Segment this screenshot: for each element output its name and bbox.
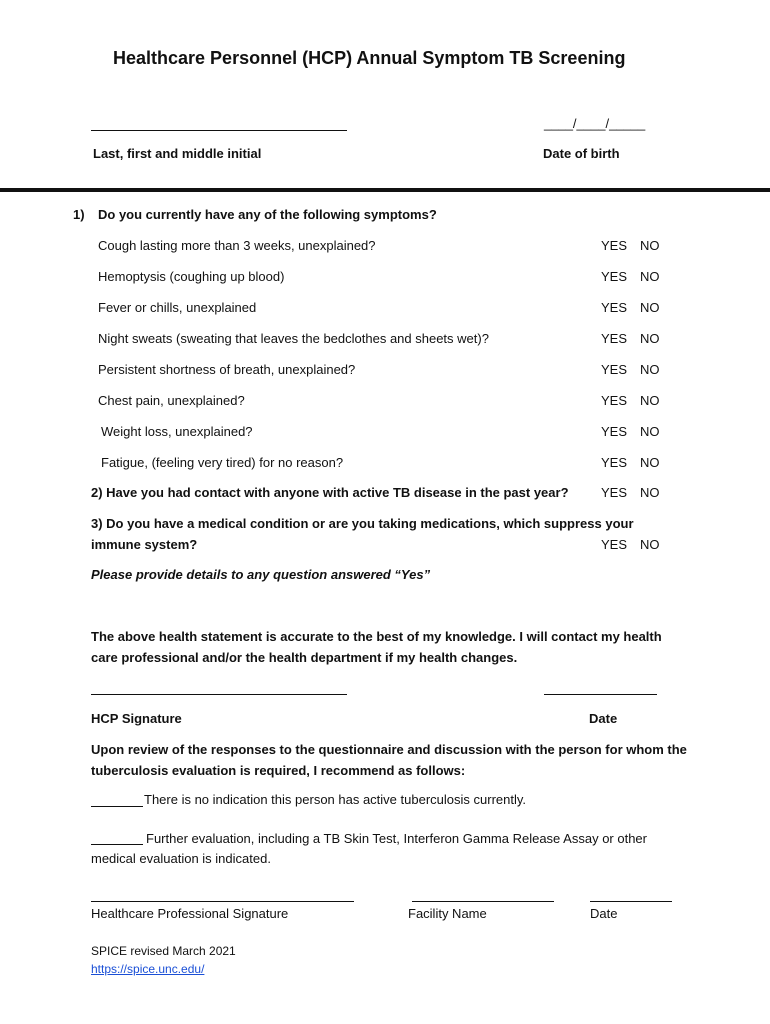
q3-text-line1: 3) Do you have a medical condition or are you taking medications, which suppress your: [91, 516, 634, 531]
symptom-yes-option[interactable]: YES: [601, 393, 628, 408]
symptom-item: Fatigue, (feeling very tired) for no reason?: [101, 455, 344, 470]
symptom-no-option[interactable]: NO: [640, 362, 660, 377]
symptom-no-option[interactable]: NO: [640, 455, 660, 470]
name-label: Last, first and middle initial: [93, 146, 262, 161]
q1-text: Do you currently have any of the following symptoms?: [98, 207, 437, 222]
symptom-item: Weight loss, unexplained?: [101, 424, 253, 439]
option1-blank[interactable]: [91, 806, 143, 807]
symptom-item: Hemoptysis (coughing up blood): [98, 269, 285, 284]
professional-signature-line[interactable]: [91, 901, 354, 902]
review-text: Upon review of the responses to the questionnaire and discussion with the person for whom the tuberculosis evaluation is required, I recommend as follows:: [91, 742, 687, 778]
symptom-yes-option[interactable]: YES: [601, 238, 628, 253]
page-title: Healthcare Personnel (HCP) Annual Symptom TB Screening: [113, 48, 626, 68]
footer-date-line[interactable]: [590, 901, 672, 902]
symptom-yes-option[interactable]: YES: [601, 455, 628, 470]
symptom-item: Night sweats (sweating that leaves the bedclothes and sheets wet)?: [98, 331, 489, 346]
facility-name-line[interactable]: [412, 901, 554, 902]
symptom-no-option[interactable]: NO: [640, 269, 660, 284]
revision-note: SPICE revised March 2021: [91, 944, 236, 958]
option2-text: Further evaluation, including a TB Skin Test, Interferon Gamma Release Assay or other medical evaluation is indicated.: [91, 831, 647, 866]
spice-link[interactable]: https://spice.unc.edu/: [91, 962, 205, 976]
symptom-item: Fever or chills, unexplained: [98, 300, 257, 315]
symptom-no-option[interactable]: NO: [640, 393, 660, 408]
health-statement: The above health statement is accurate to the best of my knowledge. I will contact my health care professional and/or the health department if my health changes.: [91, 629, 662, 665]
symptom-yes-option[interactable]: YES: [601, 362, 628, 377]
symptom-yes-option[interactable]: YES: [601, 331, 628, 346]
hcp-date-line[interactable]: [544, 694, 657, 695]
hcp-signature-label: HCP Signature: [91, 711, 182, 726]
q2-yes[interactable]: YES: [601, 485, 628, 500]
hcp-signature-line[interactable]: [91, 694, 347, 695]
symptom-item: Persistent shortness of breath, unexplained?: [98, 362, 356, 377]
q3-no[interactable]: NO: [640, 537, 660, 552]
option1-text: There is no indication this person has active tuberculosis currently.: [144, 792, 527, 807]
q2-text: 2) Have you had contact with anyone with active TB disease in the past year?: [91, 485, 569, 500]
symptom-item: Cough lasting more than 3 weeks, unexplained?: [98, 238, 376, 253]
section-divider: [0, 188, 770, 192]
symptom-no-option[interactable]: NO: [640, 424, 660, 439]
symptom-yes-option[interactable]: YES: [601, 300, 628, 315]
q3-yes[interactable]: YES: [601, 537, 628, 552]
footer-date-label: Date: [590, 906, 618, 921]
facility-name-label: Facility Name: [408, 906, 487, 921]
professional-signature-label: Healthcare Professional Signature: [91, 906, 289, 921]
symptom-no-option[interactable]: NO: [640, 300, 660, 315]
details-prompt: Please provide details to any question answered “Yes”: [91, 567, 431, 582]
q3-text-line2: immune system?: [91, 537, 198, 552]
symptom-item: Chest pain, unexplained?: [98, 393, 245, 408]
symptom-yes-option[interactable]: YES: [601, 424, 628, 439]
symptom-yes-option[interactable]: YES: [601, 269, 628, 284]
symptom-no-option[interactable]: NO: [640, 238, 660, 253]
name-field[interactable]: [91, 130, 347, 131]
dob-label: Date of birth: [543, 146, 620, 161]
q1-number: 1): [73, 207, 85, 222]
dob-field[interactable]: ____/____/_____: [544, 116, 646, 131]
q2-no[interactable]: NO: [640, 485, 660, 500]
symptom-no-option[interactable]: NO: [640, 331, 660, 346]
hcp-date-label: Date: [589, 711, 618, 726]
